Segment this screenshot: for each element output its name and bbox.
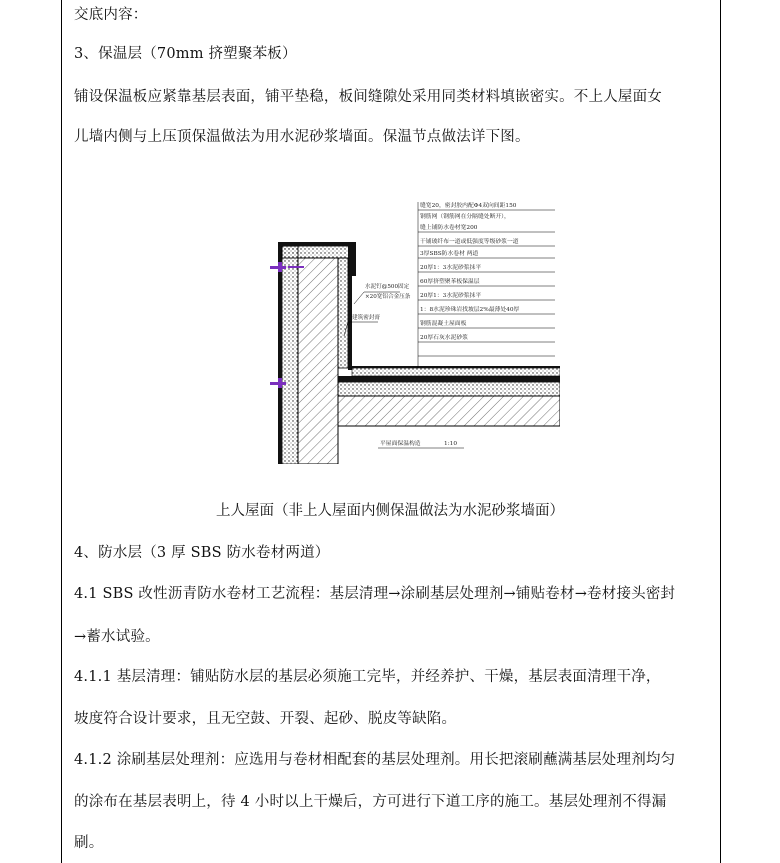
paragraph-line: 铺设保温板应紧靠基层表面，铺平垫稳，板间缝隙处采用同类材料填嵌密实。不上人屋面女 [74,89,662,105]
svg-text:钢筋混凝土屋面板: 钢筋混凝土屋面板 [420,321,467,327]
svg-text:干铺玻纤布一道或低强度等级砂浆一道: 干铺玻纤布一道或低强度等级砂浆一道 [420,239,519,245]
svg-text:平屋面保温构造: 平屋面保温构造 [380,441,421,447]
svg-text:缝上铺防水卷材宽200: 缝上铺防水卷材宽200 [420,225,478,231]
svg-text:缝宽20，密封胶内配Φ4双向间距150: 缝宽20，密封胶内配Φ4双向间距150 [420,203,517,209]
svg-text:60厚挤塑聚苯板保温层: 60厚挤塑聚苯板保温层 [420,279,480,285]
svg-text:建筑密封膏: 建筑密封膏 [352,315,380,321]
insulation-detail-drawing [268,196,560,464]
parapet-wall [278,242,356,464]
paragraph-line: 4.1 SBS 改性沥青防水卷材工艺流程：基层清理→涂刷基层处理剂→铺贴卷材→卷材接头密封 [74,586,676,602]
insulation-heading: 3、保温层（70mm 挤塑聚苯板） [74,46,297,62]
paragraph-line: 儿墙内侧与上压顶保温做法为用水泥砂浆墙面。保温节点做法详下图。 [74,129,530,145]
waterproof-heading: 4、防水层（3 厚 SBS 防水卷材两道） [74,545,330,561]
svg-text:20厚石灰水泥砂浆: 20厚石灰水泥砂浆 [420,335,468,341]
svg-text:1:10: 1:10 [444,441,458,447]
paragraph-line: 4.1.2 涂刷基层处理剂：应选用与卷材相配套的基层处理剂。用长把滚刷蘸满基层处理剂均匀 [74,752,676,768]
paragraph-line: 4.1.1 基层清理：铺贴防水层的基层必须施工完毕，并经养护、干燥，基层表面清理干净， [74,669,661,685]
roof-slab [338,366,560,464]
paragraph-line: 坡度符合设计要求，且无空鼓、开裂、起砂、脱皮等缺陷。 [74,711,457,727]
svg-text:1：8水泥珍珠岩找坡层2%最薄处40厚: 1：8水泥珍珠岩找坡层2%最薄处40厚 [420,307,520,313]
svg-text:×20宽铝合金压条: ×20宽铝合金压条 [365,294,411,300]
section-heading: 交底内容： [74,7,148,23]
paragraph-line: →蓄水试验。 [74,629,160,645]
figure-caption: 上人屋面（非上人屋面内侧保温做法为水泥砂浆墙面） [216,503,564,519]
svg-text:钢筋网（钢筋网在分隔缝处断开），: 钢筋网（钢筋网在分隔缝处断开）， [420,214,510,220]
svg-text:20厚1：3水泥砂浆抹平: 20厚1：3水泥砂浆抹平 [420,293,482,299]
svg-text:3厚SBS防水卷材 两道: 3厚SBS防水卷材 两道 [420,251,479,257]
paragraph-line: 的涂布在基层表明上，待 4 小时以上干燥后，方可进行下道工序的施工。基层处理剂不得漏 [74,794,667,810]
svg-text:20厚1：3水泥砂浆抹平: 20厚1：3水泥砂浆抹平 [420,265,482,271]
paragraph-line: 刷。 [74,835,104,851]
svg-text:水泥钉@500固定: 水泥钉@500固定 [365,284,410,290]
